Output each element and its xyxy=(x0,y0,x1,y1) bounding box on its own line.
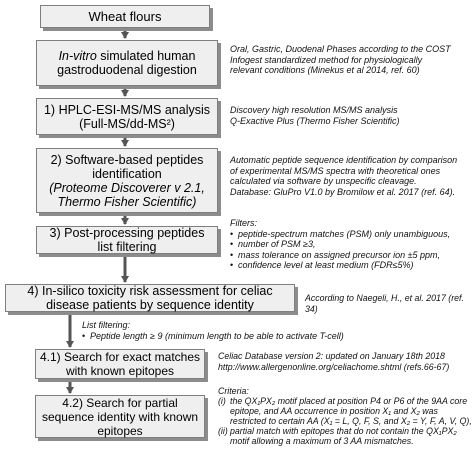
note-naegeli xyxy=(305,293,473,314)
step-identification-line1: 2) Software-based peptides xyxy=(50,152,204,167)
filter-item: • confidence level at least medium (FDR≤5%) xyxy=(230,260,472,271)
step-filtering-line1: 3) Post-processing peptides xyxy=(49,226,205,240)
step-digestion-line1 xyxy=(59,49,196,63)
list-filtering-title: List filtering: xyxy=(82,320,131,330)
criteria-line: the QX₁PX₂ motif placed at position P4 or P6 of the 9AA core xyxy=(230,396,468,406)
note-digestion-line1: Oral, Gastric, Duodenal Phases according to the COST xyxy=(230,44,451,54)
step-exact-line2: with known epitopes xyxy=(65,364,175,378)
criteria-line: partial match with epitopes that do not contain the QX₁PX₂ xyxy=(230,426,457,436)
step-wheat-flours-label: Wheat flours xyxy=(88,8,162,24)
note-identification-line2: of experimental MS/MS spectra with theoretical ones xyxy=(230,165,441,176)
note-hplc-line2: Q-Exactive Plus (Thermo Fisher Scientific) xyxy=(230,115,400,126)
step-identification-line2: identification xyxy=(92,166,162,181)
note-digestion xyxy=(230,44,470,76)
step-exact-matches xyxy=(35,349,205,379)
list-filtering-item: • Peptide length ≥ 9 (minimum length to be able to activate T-cell) xyxy=(82,331,462,342)
step-digestion-rest: simulated human xyxy=(96,49,196,63)
note-identification-line3: calculated via software by unspecific cleavage. xyxy=(230,176,417,186)
step-identification xyxy=(36,148,218,213)
step-hplc-line2: (Full-MS/dd-MS²) xyxy=(79,116,175,131)
filter-item: • mass tolerance on assigned precursor ion ±5 ppm, xyxy=(230,250,472,261)
step-identification-line3: (Proteome Discoverer v 2.1, xyxy=(49,180,205,195)
step-wheat-flours xyxy=(40,5,210,28)
note-filters xyxy=(230,218,472,271)
note-identification-line4: Database: GluPro V1.0 by Bromilow et al. 2017 (ref. 64). xyxy=(230,186,456,197)
criteria-item xyxy=(218,426,474,446)
note-digestion-line3: relevant conditions (Minekus et al 2014, ref. 60) xyxy=(230,65,420,75)
filter-item: • number of PSM ≥3, xyxy=(230,239,472,250)
step-hplc-line1: 1) HPLC-ESI-MS/MS analysis xyxy=(43,102,210,117)
note-hplc xyxy=(230,105,470,126)
step-insilico xyxy=(5,284,295,312)
note-hplc-line1: Discovery high resolution MS/MS analysis xyxy=(230,105,398,115)
note-celiac-db-line2: http://www.allergenonline.org/celiachome.shtml (refs.66-67) xyxy=(218,361,450,372)
note-celiac-db-line1: Celiac Database version 2: updated on January 18th 2018 xyxy=(218,351,445,361)
step-filtering xyxy=(36,226,218,254)
step-digestion xyxy=(36,40,218,86)
step-digestion-line2: gastroduodenal digestion xyxy=(57,63,197,77)
step-partial-line2: sequence identity with known xyxy=(41,409,199,424)
criteria-title: Criteria: xyxy=(218,386,249,396)
step-filtering-line2: list filtering xyxy=(97,240,157,254)
note-identification-line1: Automatic peptide sequence identification by comparison xyxy=(230,155,458,165)
filter-item: • peptide-spectrum matches (PSM) only unambiguous, xyxy=(230,229,472,240)
note-list-filtering xyxy=(82,320,462,341)
criteria-line: epitope, and AA occurrence in position X₁ and X₂ was xyxy=(230,406,438,416)
step-partial-matches xyxy=(35,395,205,438)
list-filtering-list xyxy=(82,331,462,342)
step-digestion-italic: In-vitro xyxy=(58,49,97,63)
step-insilico-line2: disease patients by sequence identity xyxy=(46,298,254,312)
note-filters-list xyxy=(230,229,472,271)
note-criteria xyxy=(218,386,474,446)
criteria-line: restricted to certain AA (X₁ = L, Q, F, S, and X₂ = Y, F, A, V, Q), xyxy=(230,416,472,426)
criteria-marker: (i) xyxy=(218,396,226,406)
step-identification-line4: Thermo Fisher Scientific) xyxy=(57,194,197,209)
step-hplc xyxy=(36,98,218,135)
note-digestion-line2: Infogest standardized method for physiologically xyxy=(230,54,423,65)
note-naegeli-text: According to Naegeli, H., et al. 2017 (ref. 34) xyxy=(305,293,464,314)
step-exact-line1: 4.1) Search for exact matches xyxy=(39,350,201,364)
criteria-item xyxy=(218,396,474,426)
step-insilico-line1: 4) In-silico toxicity risk assessment for celiac xyxy=(27,284,273,298)
note-celiac-db xyxy=(218,351,472,372)
step-partial-line1: 4.2) Search for partial xyxy=(62,395,178,410)
criteria-marker: (ii) xyxy=(218,426,228,436)
note-identification xyxy=(230,155,472,197)
step-partial-line3: epitopes xyxy=(97,423,143,438)
criteria-line: motif allowing a maximum of 3 AA mismatches. xyxy=(230,436,414,446)
note-filters-title: Filters: xyxy=(230,218,257,228)
